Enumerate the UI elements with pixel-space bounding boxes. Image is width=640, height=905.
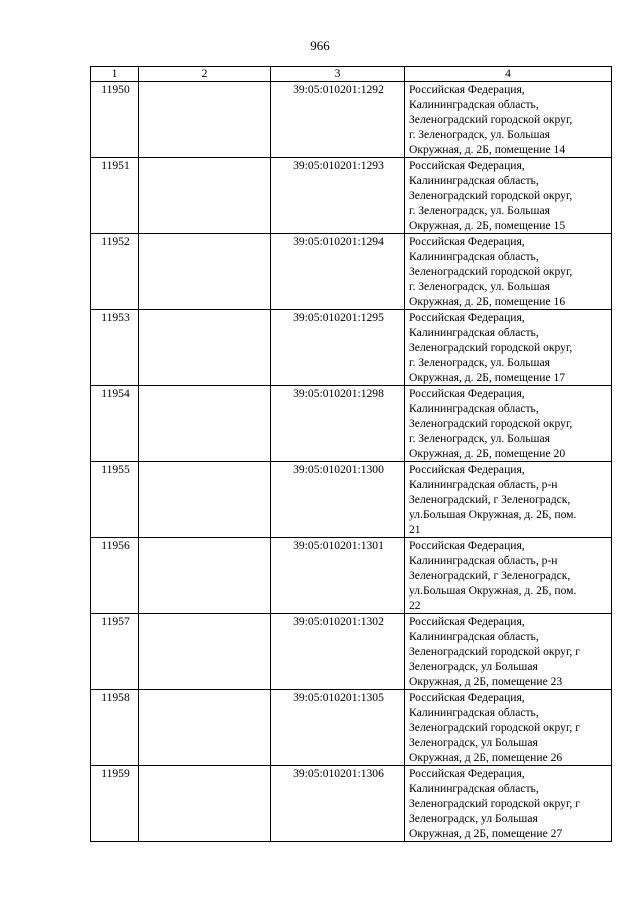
empty-cell <box>139 614 271 690</box>
row-number-cell: 11954 <box>91 386 139 462</box>
column-header-2: 2 <box>139 67 271 82</box>
empty-cell <box>139 310 271 386</box>
empty-cell <box>139 690 271 766</box>
row-number-cell: 11956 <box>91 538 139 614</box>
table-row <box>91 462 612 538</box>
table-body <box>91 82 612 842</box>
address-cell: Российская Федерация, Калининградская область, Зеленоградский городской округ, г Зеленоградск, ул Большая Окружная, д 2Б, помещение 26 <box>405 690 612 766</box>
row-number-cell: 11955 <box>91 462 139 538</box>
address-cell: Российская Федерация, Калининградская область, Зеленоградский городской округ, г. Зеленоградск, ул. Большая Окружная, д. 2Б, помещение 17 <box>405 310 612 386</box>
address-cell: Российская Федерация, Калининградская область, Зеленоградский городской округ, г. Зеленоградск, ул. Большая Окружная, д. 2Б, помещение 15 <box>405 158 612 234</box>
cadastral-number-cell: 39:05:010201:1294 <box>271 234 405 310</box>
row-number-cell: 11957 <box>91 614 139 690</box>
empty-cell <box>139 386 271 462</box>
row-number-cell: 11950 <box>91 82 139 158</box>
row-number-cell: 11951 <box>91 158 139 234</box>
cadastral-number-cell: 39:05:010201:1295 <box>271 310 405 386</box>
address-cell: Российская Федерация, Калининградская область, Зеленоградский городской округ, г Зеленоградск, ул Большая Окружная, д 2Б, помещение 27 <box>405 766 612 842</box>
empty-cell <box>139 82 271 158</box>
address-cell: Российская Федерация, Калининградская область, Зеленоградский городской округ, г. Зеленоградск, ул. Большая Окружная, д. 2Б, помещение 20 <box>405 386 612 462</box>
empty-cell <box>139 766 271 842</box>
cadastral-number-cell: 39:05:010201:1292 <box>271 82 405 158</box>
table-row <box>91 158 612 234</box>
table-row <box>91 690 612 766</box>
table-row <box>91 538 612 614</box>
cadastral-number-cell: 39:05:010201:1306 <box>271 766 405 842</box>
column-header-1: 1 <box>91 67 139 82</box>
table-row <box>91 310 612 386</box>
table-row <box>91 82 612 158</box>
column-header-4: 4 <box>405 67 612 82</box>
header-row <box>91 67 612 82</box>
table-row <box>91 234 612 310</box>
cadastral-number-cell: 39:05:010201:1305 <box>271 690 405 766</box>
registry-table <box>90 66 612 842</box>
empty-cell <box>139 234 271 310</box>
row-number-cell: 11958 <box>91 690 139 766</box>
cadastral-number-cell: 39:05:010201:1298 <box>271 386 405 462</box>
column-header-3: 3 <box>271 67 405 82</box>
row-number-cell: 11953 <box>91 310 139 386</box>
cadastral-number-cell: 39:05:010201:1302 <box>271 614 405 690</box>
table-row <box>91 386 612 462</box>
cadastral-number-cell: 39:05:010201:1293 <box>271 158 405 234</box>
page-number: 966 <box>310 38 330 53</box>
row-number-cell: 11952 <box>91 234 139 310</box>
empty-cell <box>139 158 271 234</box>
address-cell: Российская Федерация, Калининградская область, Зеленоградский городской округ, г. Зеленоградск, ул. Большая Окружная, д. 2Б, помещение 14 <box>405 82 612 158</box>
cadastral-number-cell: 39:05:010201:1301 <box>271 538 405 614</box>
empty-cell <box>139 462 271 538</box>
address-cell: Российская Федерация, Калининградская область, р-н Зеленоградский, г Зеленоградск, ул.Большая Окружная, д. 2Б, пом. 22 <box>405 538 612 614</box>
table-row <box>91 766 612 842</box>
empty-cell <box>139 538 271 614</box>
address-cell: Российская Федерация, Калининградская область, Зеленоградский городской округ, г. Зеленоградск, ул. Большая Окружная, д. 2Б, помещение 16 <box>405 234 612 310</box>
address-cell: Российская Федерация, Калининградская область, р-н Зеленоградский, г Зеленоградск, ул.Большая Окружная, д. 2Б, пом. 21 <box>405 462 612 538</box>
row-number-cell: 11959 <box>91 766 139 842</box>
cadastral-number-cell: 39:05:010201:1300 <box>271 462 405 538</box>
table-row <box>91 614 612 690</box>
address-cell: Российская Федерация, Калининградская область, Зеленоградский городской округ, г Зеленоградск, ул Большая Окружная, д 2Б, помещение 23 <box>405 614 612 690</box>
